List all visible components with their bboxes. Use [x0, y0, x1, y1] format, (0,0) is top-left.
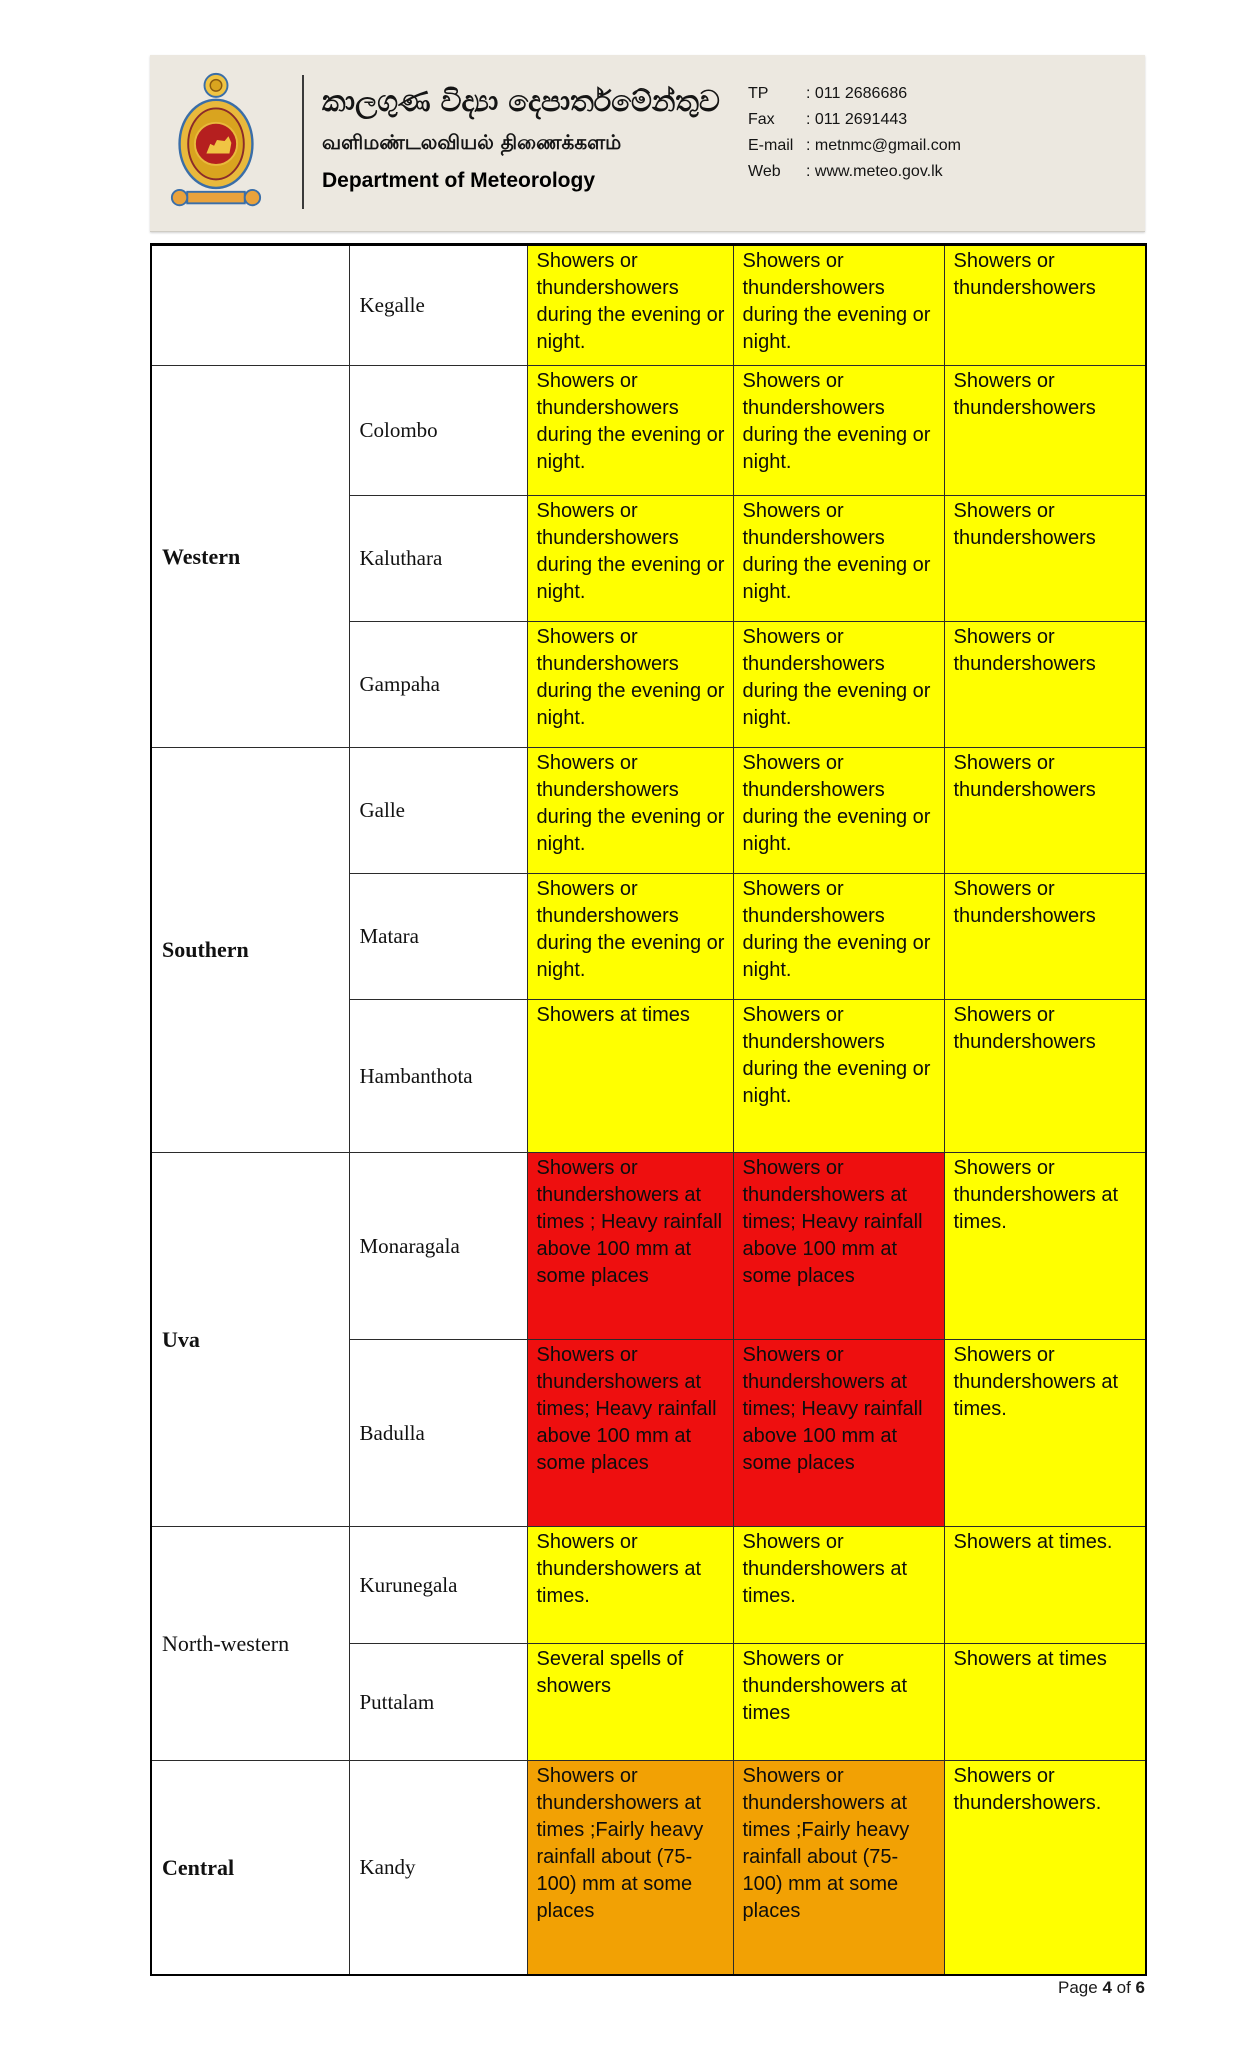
- table-row: [151, 1153, 1146, 1340]
- district-cell: Gampaha: [349, 622, 527, 748]
- forecast-cell: Showers or thundershowers at times ;Fairly heavy rainfall about (75- 100) mm at some places: [527, 1761, 733, 1976]
- province-cell: Southern: [151, 748, 349, 1153]
- header-divider: [302, 75, 304, 209]
- forecast-cell: Showers or thundershowers at times ; Heavy rainfall above 100 mm at some places: [527, 1153, 733, 1340]
- district-cell: Badulla: [349, 1340, 527, 1527]
- forecast-cell: Showers or thundershowers at times; Heavy rainfall above 100 mm at some places: [527, 1340, 733, 1527]
- forecast-cell: Showers or thundershowers during the evening or night.: [733, 245, 944, 366]
- contact-block: [748, 81, 961, 185]
- table-row: [151, 1527, 1146, 1644]
- forecast-cell: Showers or thundershowers during the evening or night.: [733, 366, 944, 496]
- district-cell: Colombo: [349, 366, 527, 496]
- contact-tp: [748, 81, 961, 107]
- forecast-cell: Showers or thundershowers during the evening or night.: [527, 748, 733, 874]
- forecast-cell: Showers or thundershowers at times; Heavy rainfall above 100 mm at some places: [733, 1340, 944, 1527]
- forecast-cell: Showers or thundershowers during the evening or night.: [733, 622, 944, 748]
- forecast-cell: Showers or thundershowers during the evening or night.: [527, 874, 733, 1000]
- contact-fax: [748, 107, 961, 133]
- contact-web: [748, 159, 961, 185]
- forecast-cell: Showers or thundershowers at times.: [944, 1153, 1146, 1340]
- province-cell: Uva: [151, 1153, 349, 1527]
- contact-label: Web: [748, 163, 781, 180]
- letterhead: [150, 55, 1145, 232]
- forecast-cell: Showers or thundershowers during the evening or night.: [527, 366, 733, 496]
- footer-current-page: 4: [1102, 1978, 1112, 1997]
- footer-prefix: Page: [1058, 1978, 1103, 1997]
- district-cell: Puttalam: [349, 1644, 527, 1761]
- province-cell: [151, 245, 349, 366]
- district-cell: Kegalle: [349, 245, 527, 366]
- page-number-footer: [150, 1978, 1145, 1998]
- table-row: [151, 245, 1146, 366]
- district-cell: Kurunegala: [349, 1527, 527, 1644]
- forecast-cell: Showers at times: [527, 1000, 733, 1153]
- district-cell: Galle: [349, 748, 527, 874]
- contact-email: [748, 133, 961, 159]
- district-cell: Kandy: [349, 1761, 527, 1976]
- district-cell: Hambanthota: [349, 1000, 527, 1153]
- forecast-cell: Several spells of showers: [527, 1644, 733, 1761]
- title-english: Department of Meteorology: [322, 169, 596, 193]
- province-cell: Western: [151, 366, 349, 748]
- forecast-cell: Showers or thundershowers during the evening or night.: [527, 622, 733, 748]
- forecast-cell: Showers or thundershowers during the evening or night.: [527, 496, 733, 622]
- forecast-cell: Showers or thundershowers.: [944, 1761, 1146, 1976]
- forecast-cell: Showers or thundershowers at times.: [733, 1527, 944, 1644]
- footer-total-pages: 6: [1135, 1978, 1145, 1997]
- contact-value: : www.meteo.gov.lk: [806, 163, 943, 180]
- forecast-cell: Showers or thundershowers during the evening or night.: [733, 748, 944, 874]
- table-row: [151, 748, 1146, 874]
- table-row: [151, 1761, 1146, 1976]
- title-sinhala: කාලගුණ විද්‍යා දෙපාර්තමේන්තුව: [322, 84, 720, 118]
- forecast-cell: Showers at times.: [944, 1527, 1146, 1644]
- table-row: [151, 366, 1146, 496]
- forecast-cell: Showers or thundershowers: [944, 874, 1146, 1000]
- forecast-cell: Showers or thundershowers: [944, 748, 1146, 874]
- forecast-cell: Showers or thundershowers: [944, 1000, 1146, 1153]
- district-cell: Kaluthara: [349, 496, 527, 622]
- contact-label: Fax: [748, 111, 775, 128]
- forecast-cell: Showers or thundershowers: [944, 366, 1146, 496]
- contact-value: : 011 2691443: [806, 111, 908, 128]
- forecast-cell: Showers or thundershowers during the evening or night.: [733, 874, 944, 1000]
- contact-label: E-mail: [748, 137, 794, 154]
- department-titles: [322, 85, 762, 193]
- footer-separator: of: [1111, 1978, 1136, 1997]
- district-cell: Monaragala: [349, 1153, 527, 1340]
- forecast-cell: Showers or thundershowers at times; Heavy rainfall above 100 mm at some places: [733, 1153, 944, 1340]
- contact-value: : 011 2686686: [806, 85, 908, 102]
- forecast-cell: Showers or thundershowers during the evening or night.: [733, 1000, 944, 1153]
- forecast-cell: Showers or thundershowers at times.: [527, 1527, 733, 1644]
- forecast-cell: Showers or thundershowers: [944, 622, 1146, 748]
- forecast-cell: Showers or thundershowers during the evening or night.: [527, 245, 733, 366]
- forecast-cell: Showers or thundershowers: [944, 496, 1146, 622]
- emblem-icon: [168, 71, 264, 211]
- forecast-cell: Showers or thundershowers at times ;Fairly heavy rainfall about (75- 100) mm at some places: [733, 1761, 944, 1976]
- forecast-cell: Showers at times: [944, 1644, 1146, 1761]
- province-cell: Central: [151, 1761, 349, 1976]
- title-tamil: வளிமண்டலவியல் திணைக்களம்: [322, 130, 622, 155]
- district-cell: Matara: [349, 874, 527, 1000]
- contact-value: : metnmc@gmail.com: [806, 137, 961, 154]
- contact-label: TP: [748, 85, 769, 102]
- forecast-cell: Showers or thundershowers at times: [733, 1644, 944, 1761]
- forecast-table: [150, 243, 1147, 1976]
- province-cell: North-western: [151, 1527, 349, 1761]
- forecast-cell: Showers or thundershowers: [944, 245, 1146, 366]
- forecast-cell: Showers or thundershowers during the evening or night.: [733, 496, 944, 622]
- sri-lanka-emblem-logo: [168, 71, 264, 211]
- forecast-cell: Showers or thundershowers at times.: [944, 1340, 1146, 1527]
